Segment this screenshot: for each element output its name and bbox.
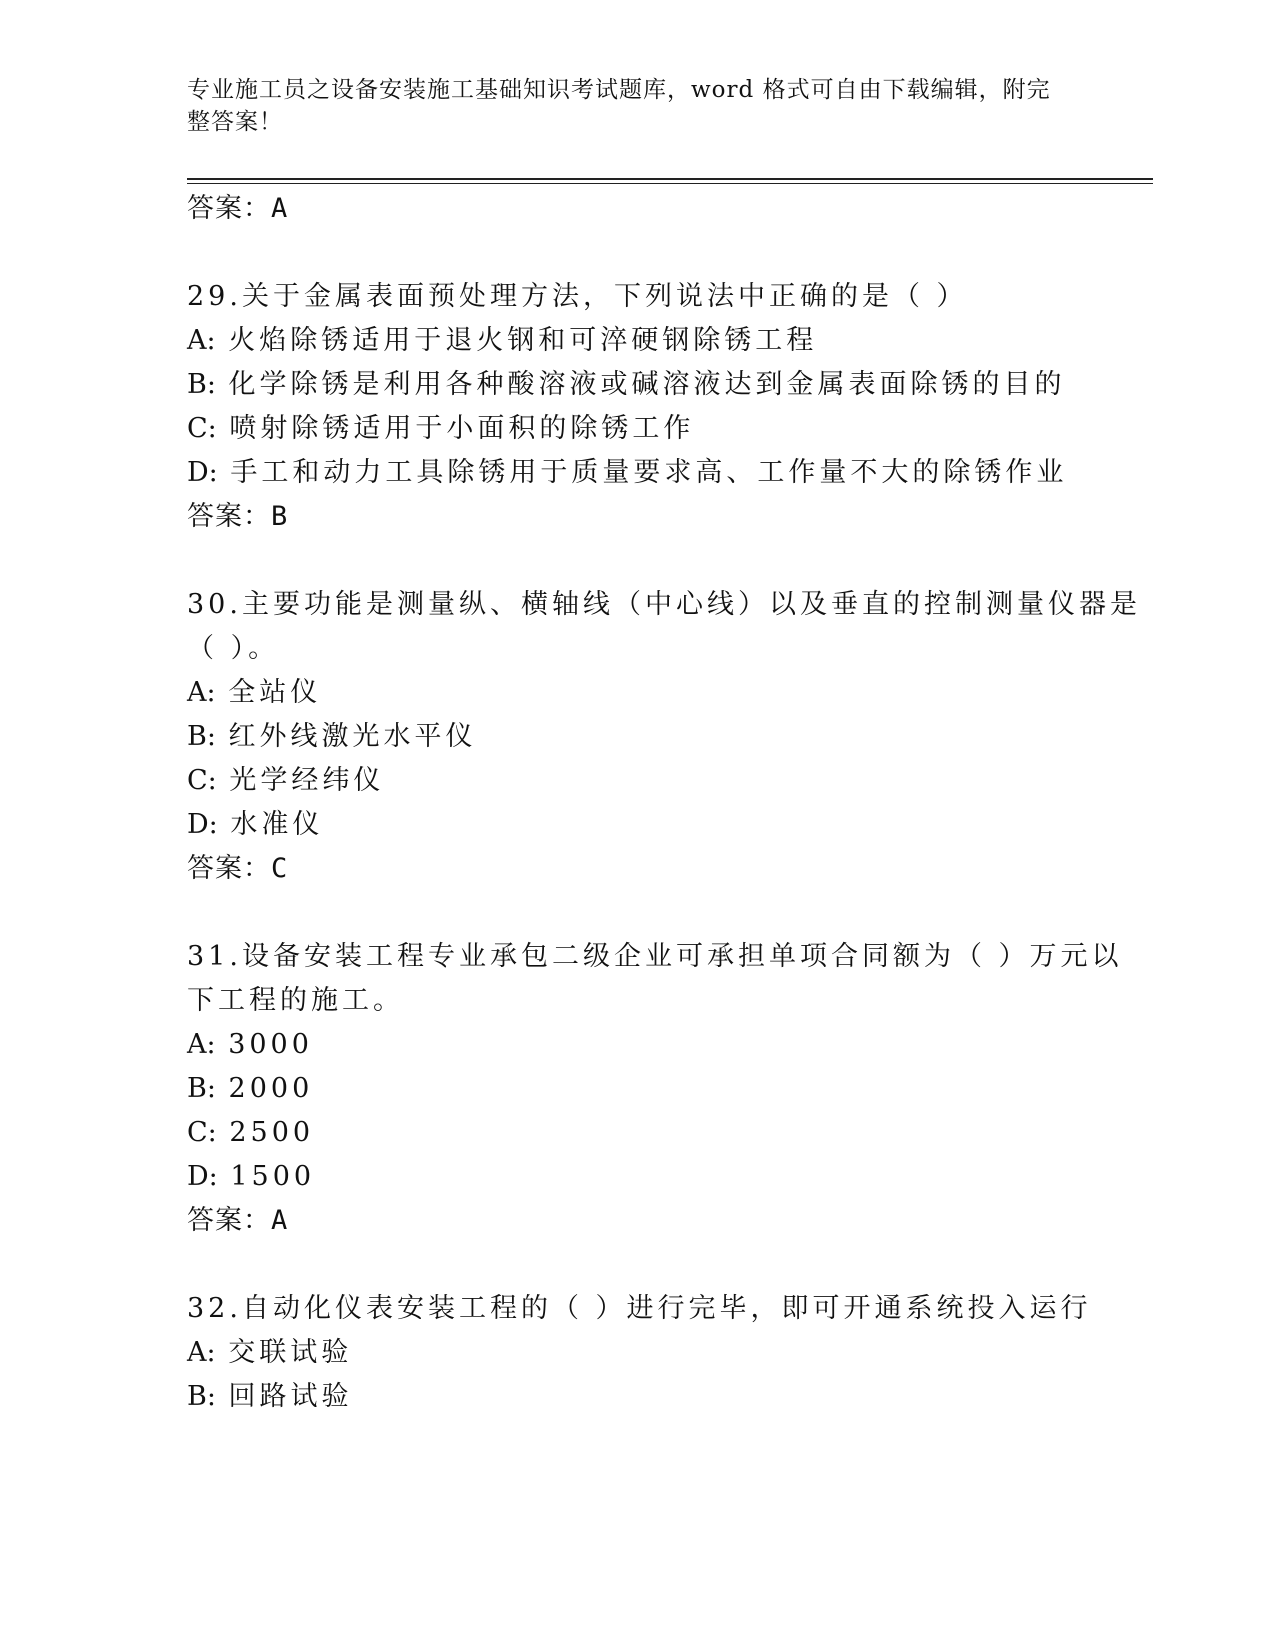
document-header: 专业施工员之设备安装施工基础知识考试题库，word 格式可自由下载编辑，附完整答案！	[187, 77, 1051, 135]
option-text: 3000	[228, 1029, 313, 1060]
header-rule-thick	[187, 178, 1153, 180]
option-label: C:	[187, 1117, 217, 1148]
option-b	[187, 720, 477, 754]
question-stem	[187, 1292, 1092, 1326]
answer-value: A	[271, 193, 289, 224]
option-c	[187, 764, 384, 798]
option-text: 2500	[229, 1117, 315, 1148]
option-a	[187, 1336, 352, 1370]
option-label: D:	[187, 809, 218, 840]
option-b	[187, 368, 1066, 402]
option-text: 化学除锈是利用各种酸溶液或碱溶液达到金属表面除锈的目的	[228, 369, 1066, 400]
option-text: 水准仪	[230, 809, 324, 840]
option-a	[187, 1028, 313, 1062]
answer-line	[187, 500, 288, 534]
option-c	[187, 1116, 314, 1150]
option-label: A:	[187, 1337, 216, 1368]
option-text: 交联试验	[228, 1337, 353, 1368]
option-text: 光学经纬仪	[229, 765, 385, 796]
question-stem	[187, 280, 968, 314]
option-label: A:	[187, 325, 216, 356]
question-number: 29.	[187, 281, 242, 312]
question-text: （ ）。	[187, 633, 280, 664]
option-d	[187, 1160, 315, 1194]
question-stem	[187, 588, 1141, 622]
question-stem-continued	[187, 632, 279, 666]
question-text: 设备安装工程专业承包二级企业可承担单项合同额为（ ）万元以	[241, 941, 1123, 972]
option-d	[187, 808, 323, 842]
option-label: B:	[187, 1381, 216, 1412]
option-text: 喷射除锈适用于小面积的除锈工作	[229, 413, 695, 444]
answer-line	[187, 1204, 288, 1238]
option-label: D:	[187, 457, 218, 488]
answer-value: A	[271, 1205, 289, 1236]
option-label: B:	[187, 369, 216, 400]
option-a	[187, 676, 321, 710]
answer-label: 答案：	[187, 1205, 271, 1236]
option-text: 红外线激光水平仪	[228, 721, 477, 752]
option-text: 回路试验	[228, 1381, 353, 1412]
question-text: 自动化仪表安装工程的（ ）进行完毕，即可开通系统投入运行	[241, 1293, 1092, 1324]
question-number: 31.	[187, 941, 242, 972]
answer-label: 答案：	[187, 853, 271, 884]
option-text: 全站仪	[228, 677, 322, 708]
question-number: 30.	[187, 589, 242, 620]
option-a	[187, 324, 817, 358]
question-stem	[187, 940, 1123, 974]
header-rule-thin	[187, 183, 1153, 184]
answer-label: 答案：	[187, 193, 271, 224]
question-text: 主要功能是测量纵、横轴线（中心线）以及垂直的控制测量仪器是	[241, 589, 1141, 620]
option-label: A:	[187, 1029, 216, 1060]
option-d	[187, 456, 1067, 490]
option-text: 火焰除锈适用于退火钢和可淬硬钢除锈工程	[228, 325, 818, 356]
option-b	[187, 1380, 353, 1414]
option-label: B:	[187, 1073, 216, 1104]
answer-value: C	[271, 853, 289, 884]
answer-value: B	[271, 501, 289, 532]
option-text: 手工和动力工具除锈用于质量要求高、工作量不大的除锈作业	[230, 457, 1068, 488]
question-stem-continued	[187, 984, 404, 1018]
option-label: B:	[187, 721, 216, 752]
option-label: C:	[187, 413, 217, 444]
option-b	[187, 1072, 313, 1106]
option-label: D:	[187, 1161, 218, 1192]
answer-label: 答案：	[187, 501, 271, 532]
option-label: C:	[187, 765, 217, 796]
answer-line	[187, 192, 288, 226]
option-label: A:	[187, 677, 216, 708]
option-text: 2000	[228, 1073, 314, 1104]
option-text: 1500	[230, 1161, 316, 1192]
question-number: 32.	[187, 1293, 242, 1324]
answer-line	[187, 852, 288, 886]
option-c	[187, 412, 694, 446]
question-text: 下工程的施工。	[187, 985, 404, 1016]
question-text: 关于金属表面预处理方法，下列说法中正确的是（ ）	[241, 281, 968, 312]
